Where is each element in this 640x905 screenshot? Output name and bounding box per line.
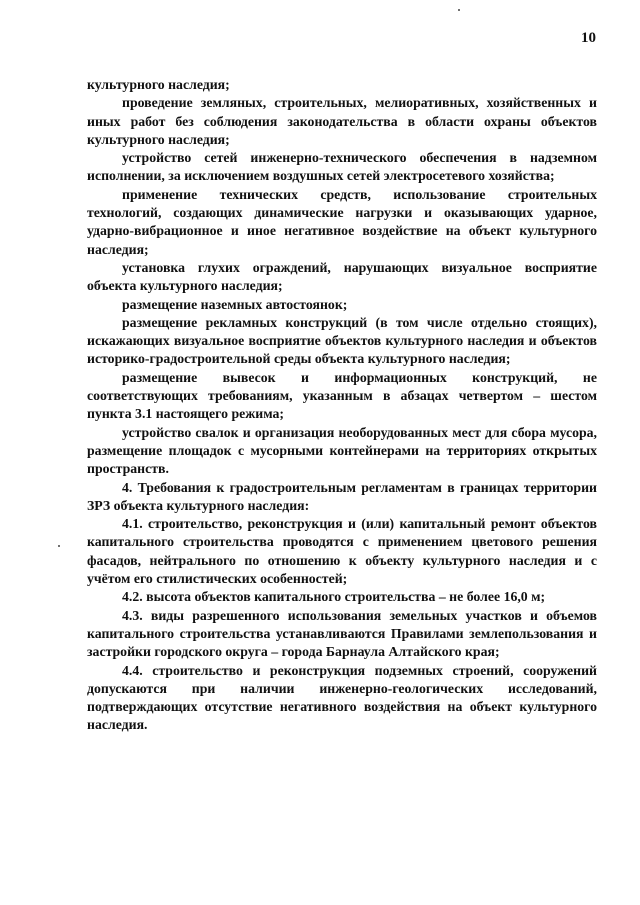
document-body <box>87 76 597 735</box>
paragraph: применение технических средств, использование строительных технологий, создающих динамические нагрузки и оказывающих ударное, ударно-вибрационное и иное негативное воздействие на объект культурного наследия; <box>87 186 597 257</box>
paragraph: проведение земляных, строительных, мелиоративных, хозяйственных и иных работ без соблюдения законодательства в области охраны объектов культурного наследия; <box>87 95 597 147</box>
paragraph: культурного наследия; <box>87 77 230 92</box>
paragraph: 4.3. виды разрешенного использования земельных участков и объемов капитального строительства устанавливаются Правилами землепользования и застройки городского округа – города Барнаула Алтайского края; <box>87 607 597 660</box>
paragraph: размещение вывесок и информационных конструкций, не соответствующих требованиям, указанным в абзацах четвертом – шестом пункта 3.1 настоящего режима; <box>87 369 597 422</box>
paragraph: 4.1. строительство, реконструкция и (или) капитальный ремонт объектов капитального строительства проводятся с применением цветового решения фасадов, нейтрального по отношению к объекту культурного наследия и с учётом его стилистических особенностей; <box>87 516 597 587</box>
paragraph: устройство сетей инженерно-технического обеспечения в надземном исполнении, за исключением воздушных сетей электросетевого хозяйства; <box>87 150 597 184</box>
paragraph: 4. Требования к градостроительным регламентам в границах территории ЗРЗ объекта культурного наследия: <box>87 479 597 513</box>
paragraph: устройство свалок и организация необорудованных мест для сбора мусора, размещение площадок с мусорными контейнерами на территориях открытых пространств. <box>87 424 597 477</box>
scan-speck <box>58 545 60 547</box>
paragraph: размещение рекламных конструкций (в том числе отдельно стоящих), искажающих визуальное восприятие объектов культурного наследия и объектов историко-градостроительной среды объекта культурного наследия; <box>87 314 597 367</box>
paragraph: установка глухих ограждений, нарушающих визуальное восприятие объекта культурного наследия; <box>87 259 597 294</box>
paragraph: размещение наземных автостоянок; <box>122 296 348 312</box>
scan-speck <box>458 9 460 11</box>
paragraph: 4.4. строительство и реконструкция подземных строений, сооружений допускаются при наличии инженерно-геологических исследований, подтверждающих отсутствие негативного воздействия на объект культурного наследия. <box>87 662 597 733</box>
paragraph: 4.2. высота объектов капитального строительства – не более 16,0 м; <box>122 589 546 605</box>
page-number: 10 <box>581 30 596 46</box>
